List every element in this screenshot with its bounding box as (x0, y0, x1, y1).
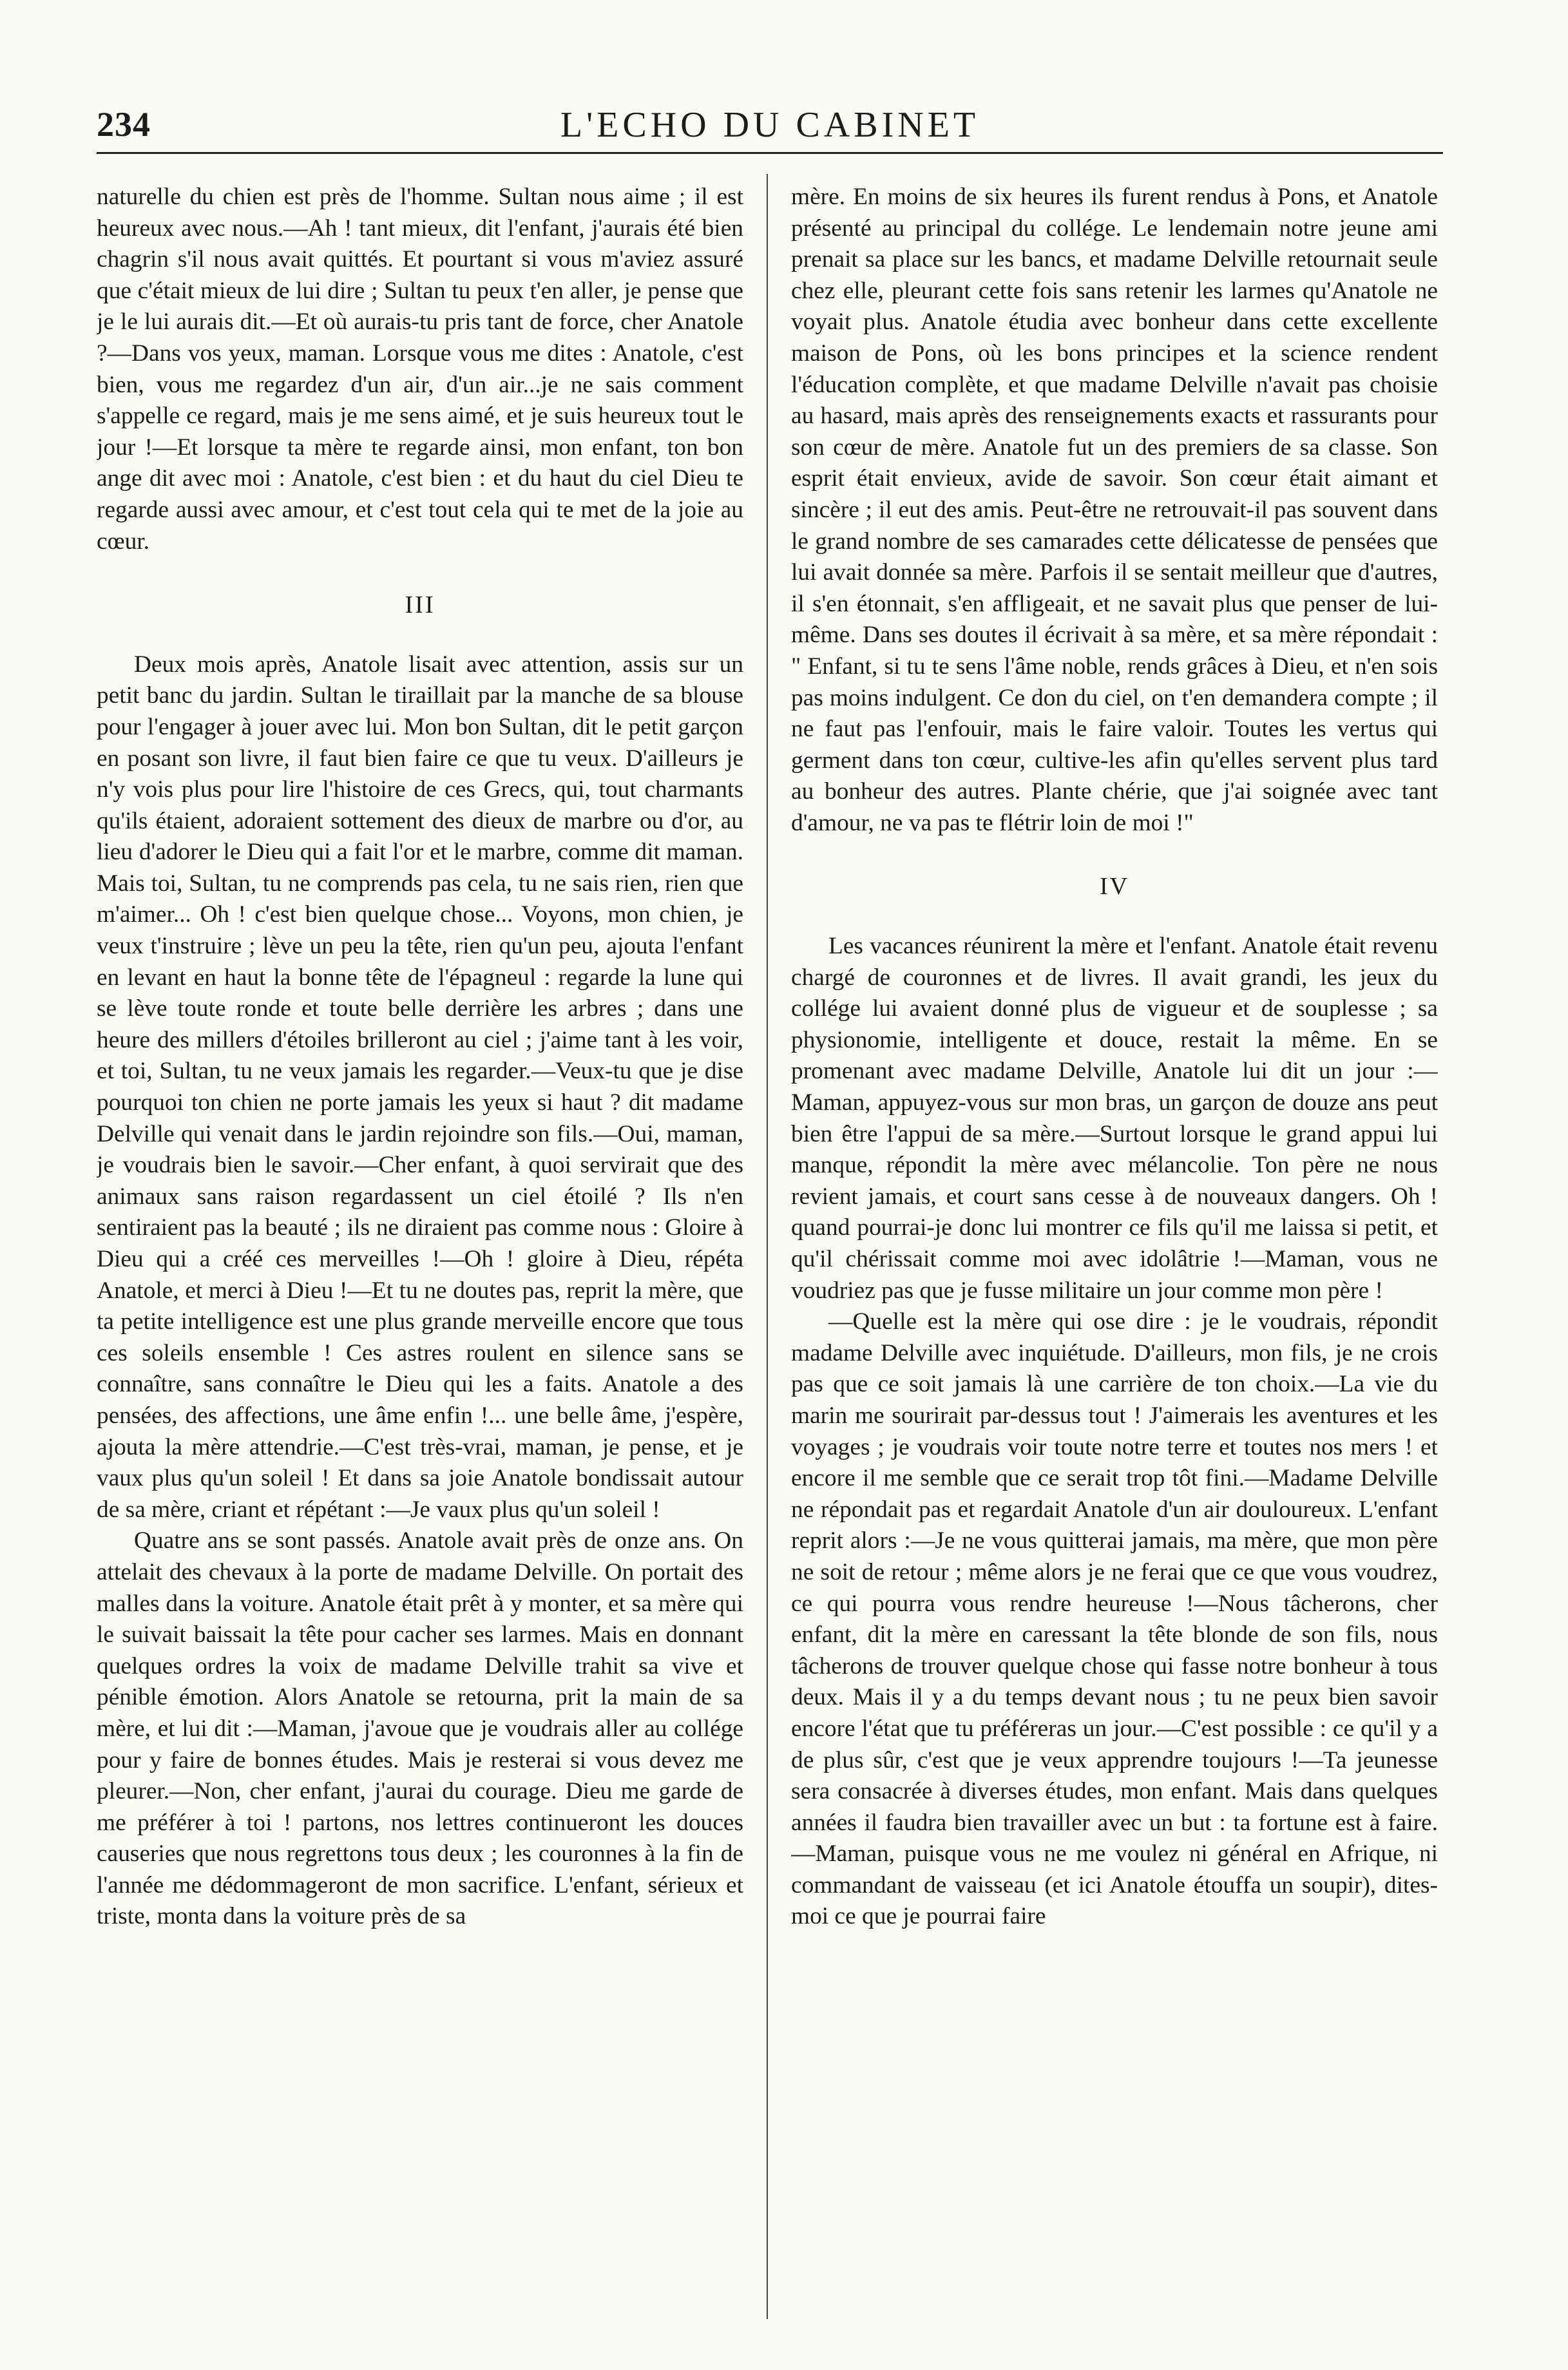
section-heading: IV (1099, 873, 1130, 901)
paragraph: Les vacances réunirent la mère et l'enfant. Anatole était revenu chargé de couronnes et de livres. Il avait grandi, les jeux du collége lui avaient donné plus de vigueur et de souplesse ; sa physionomie, intelligente et douce, restait la même. En se promenant avec madame Delville, Anatole lui dit un jour :—Maman, appuyez-vous sur mon bras, un garçon de douze ans peut bien être l'appui de sa mère.—Surtout lorsque le grand appui lui manque, répondit la mère avec mélancolie. Ton père ne nous revient jamais, et court sans cesse à de nouveaux dangers. Oh ! quand pourrai-je donc lui montrer ce fils qu'il me laissa si petit, et qu'il chérissait comme moi avec idolâtrie !—Maman, vous ne voudriez pas que je fusse militaire un jour comme mon père ! (791, 933, 1438, 1304)
paragraph: mère. En moins de six heures ils furent rendus à Pons, et Anatole présenté au principal du collége. Le lendemain notre jeune ami prenait sa place sur les bancs, et madame Delville retournait seule chez elle, pleurant cette fois sans retenir les larmes qu'Anatole ne voyait plus. Anatole étudia avec bonheur dans cette excellente maison de Pons, où les bons principes et la science rendent l'éducation complète, et que madame Delville n'avait pas choisie au hasard, mais après des renseignements exacts et rassurants pour son cœur de mère. Anatole fut un des premiers de sa classe. Son esprit était envieux, avide de savoir. Son cœur était aimant et sincère ; il eut des amis. Peut-être ne retrouvait-il pas souvent dans le grand nombre de ses camarades cette délicatesse de pensées que lui avait donnée sa mère. Parfois il se sentait meilleur que d'autres, il s'en étonnait, s'en affligeait, et ne savait plus que penser de lui-même. Dans ses doutes il écrivait à sa mère, et sa mère répondait : " Enfant, si tu te sens l'âme noble, rends grâces à Dieu, et n'en sois pas moins indulgent. Ce don du ciel, on t'en demandera compte ; il ne faut pas l'enfouir, mais le faire valoir. Toutes les vertus qui germent dans ton cœur, cultive-les afin qu'elles servent plus tard au bonheur des autres. Plante chérie, que j'ai soignée avec tant d'amour, ne va pas te flétrir loin de moi !" (791, 184, 1438, 836)
paragraph: Quatre ans se sont passés. Anatole avait près de onze ans. On attelait des chevaux à la porte de madame Delville. On portait des malles dans la voiture. Anatole était prêt à y monter, et sa mère qui le suivait baissait la tête pour cacher ses larmes. Mais en donnant quelques ordres la voix de madame Delville trahit sa vive et pénible émotion. Alors Anatole se retourna, prit la main de sa mère, et lui dit :—Maman, j'avoue que je voudrais aller au collége pour y faire de bonnes études. Mais je resterai si vous devez me pleurer.—Non, cher enfant, j'aurai du courage. Dieu me garde de me préférer à toi ! partons, nos lettres continueront les douces causeries que nous regrettons tous deux ; les couronnes à la fin de l'année me dédommageront de mon sacrifice. L'enfant, sérieux et triste, monta dans la voiture près de sa (97, 1527, 743, 1930)
running-header (97, 97, 1443, 154)
column-divider (767, 174, 768, 2319)
paragraph: —Quelle est la mère qui ose dire : je le voudrais, répondit madame Delville avec inquiétude. D'ailleurs, mon fils, je ne crois pas que ce soit jamais là une carrière de ton choix.—La vie du marin me sourirait par-dessus tout ! J'aimerais les aventures et les voyages ; je voudrais voir toute notre terre et toutes nos mers ! et encore il me semble que ce serait trop tôt fini.—Madame Delville ne répondait pas et regardait Anatole d'un air douloureux. L'enfant reprit alors :—Je ne vous quitterai jamais, ma mère, que mon père ne soit de retour ; même alors je ne ferai que ce que vous voudrez, ce qui pourra vous rendre heureuse !—Nous tâcherons, cher enfant, dit la mère en caressant la tête blonde de son fils, nous tâcherons de trouver quelque chose qui fasse notre bonheur à tous deux. Mais il y a du temps devant nous ; tu ne peux bien savoir encore l'état que tu préféreras un jour.—C'est possible : ce qu'il y a de plus sûr, c'est que je veux apprendre toujours !—Ta jeunesse sera consacrée à diverses études, mon enfant. Mais dans quelques années il faudra bien travailler avec un but : ta fortune est à faire.—Maman, puisque vous ne me voulez ni général en Afrique, ni commandant de vaisseau (et ici Anatole étouffa un soupir), dites-moi ce que je pourrai faire (791, 1308, 1438, 1930)
paragraph: Deux mois après, Anatole lisait avec attention, assis sur un petit banc du jardin. Sultan le tiraillait par la manche de sa blouse pour l'engager à jouer avec lui. Mon bon Sultan, dit le petit garçon en posant son livre, il faut bien faire ce que tu veux. D'ailleurs je n'y vois plus pour lire l'histoire de ces Grecs, qui, tout charmants qu'ils étaient, adoraient sottement des dieux de marbre ou d'or, au lieu d'adorer le Dieu qui a fait l'or et le marbre, comme dit maman. Mais toi, Sultan, tu ne comprends pas cela, tu ne sais rien, rien que m'aimer... Oh ! c'est bien quelque chose... Voyons, mon chien, je veux t'instruire ; lève un peu la tête, rien qu'un peu, ajouta l'enfant en levant en haut la bonne tête de l'épagneul : regarde la lune qui se lève toute ronde et toute belle derrière les arbres ; dans une heure des millers d'étoiles brilleront au ciel ; j'aime tant à les voir, et toi, Sultan, tu ne veux jamais les regarder.—Veux-tu que je dise pourquoi ton chien ne porte jamais les yeux si haut ? dit madame Delville qui venait dans le jardin rejoindre son fils.—Oui, maman, je voudrais bien le savoir.—Cher enfant, à quoi servirait que des animaux sans raison regardassent un ciel étoilé ? Ils n'en sentiraient pas la beauté ; ils ne diraient pas comme nous : Gloire à Dieu qui a créé ces merveilles !—Oh ! gloire à Dieu, répéta Anatole, et merci à Dieu !—Et tu ne doutes pas, reprit la mère, que ta petite intelligence est une plus grande merveille encore que tous ces soleils ensemble ! Ces astres roulent en silence sans se connaître, sans connaître le Dieu qui les a faits. Anatole a des pensées, des affections, une âme enfin !... une belle âme, j'espère, ajouta la mère attendrie.—C'est très-vrai, maman, je pense, et je vaux plus qu'un soleil ! Et dans sa joie Anatole bondissait autour de sa mère, criant et répétant :—Je vaux plus qu'un soleil ! (97, 651, 743, 1523)
page-number: 234 (97, 105, 151, 144)
journal-title: L'ECHO DU CABINET (560, 105, 980, 145)
right-column (791, 182, 1438, 2320)
paragraph: naturelle du chien est près de l'homme. Sultan nous aime ; il est heureux avec nous.—Ah ! tant mieux, dit l'enfant, j'aurais été bien chagrin s'il nous avait quittés. Et pourtant si vous m'aviez assuré que c'était mieux de lui dire ; Sultan tu peux t'en aller, je pense que je le lui aurais dit.—Et où aurais-tu pris tant de force, cher Anatole ?—Dans vos yeux, maman. Lorsque vous me dites : Anatole, c'est bien, vous me regardez d'un air, d'un air...je ne sais comment s'appelle ce regard, mais je me sens aimé, et je suis heureux tout le jour !—Et lorsque ta mère te regarde ainsi, mon enfant, ton bon ange dit avec moi : Anatole, c'est bien : et du haut du ciel Dieu te regarde aussi avec amour, et c'est tout cela qui te met de la joie au cœur. (97, 184, 743, 555)
left-column (97, 182, 743, 2320)
section-heading: III (405, 591, 435, 619)
